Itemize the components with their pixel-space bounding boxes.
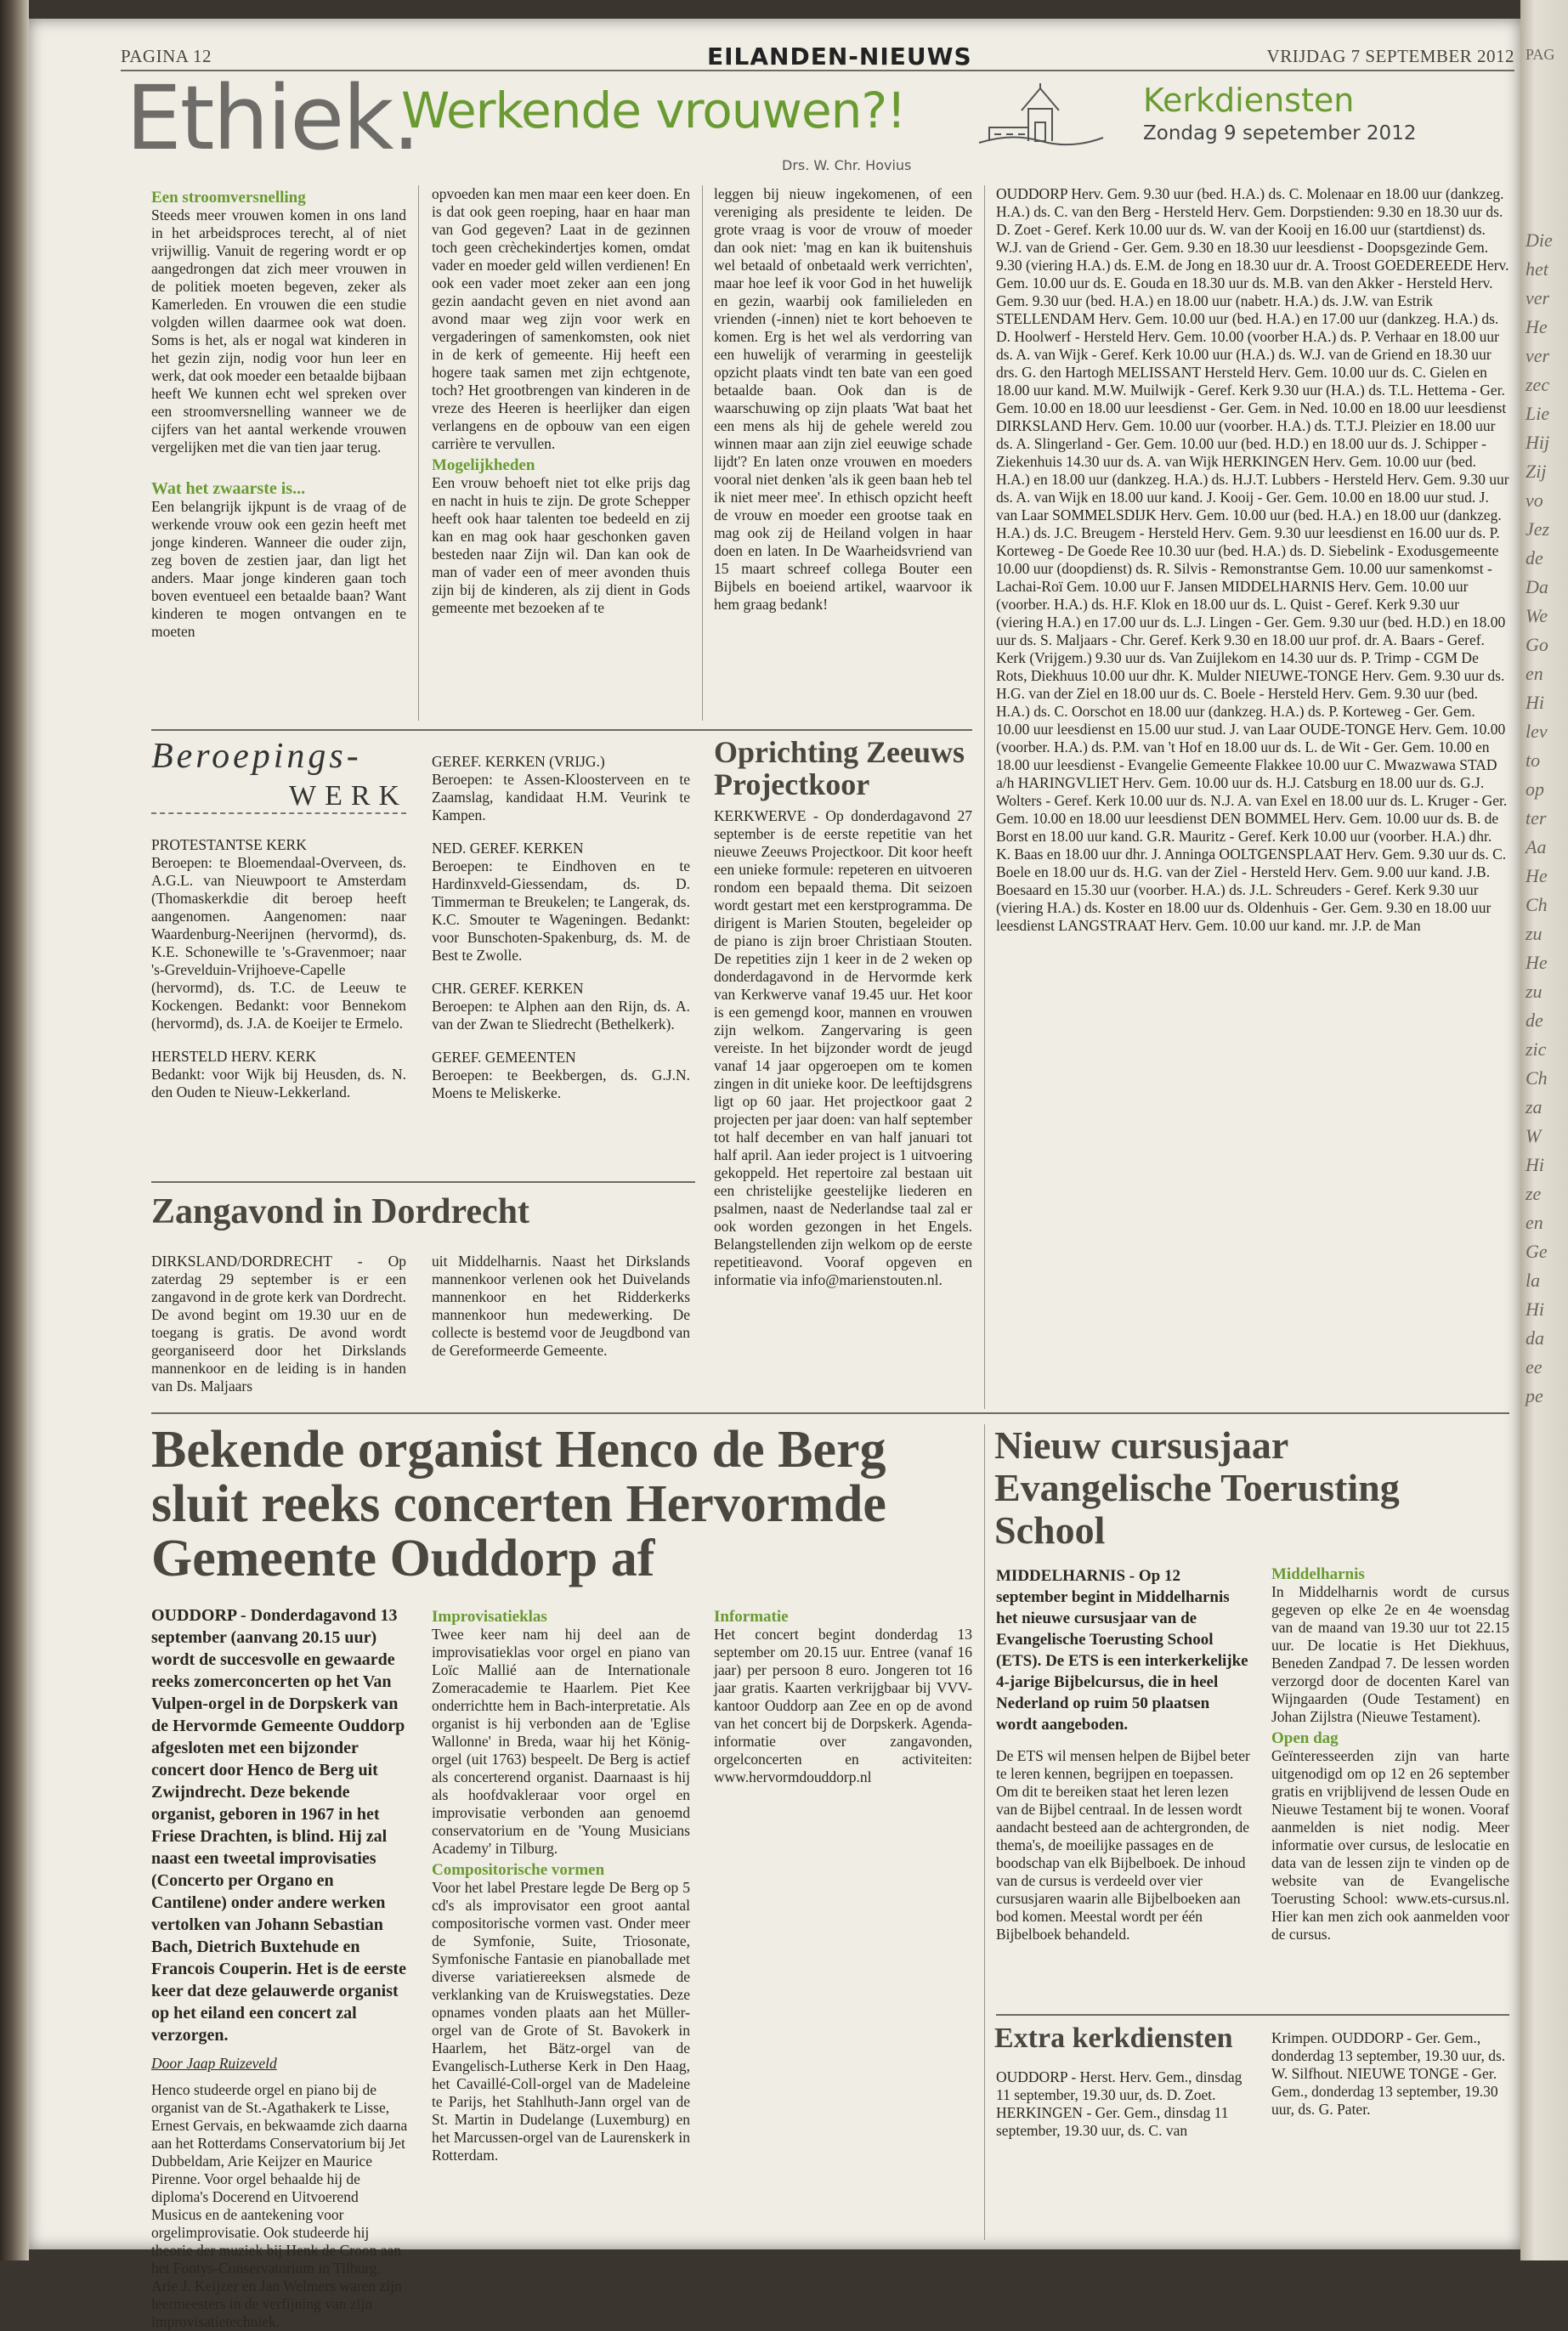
organist-col-3	[714, 1604, 972, 2242]
werkende-subhead-2: Wat het zwaarste is...	[151, 479, 306, 498]
next-page-fragment: zu	[1526, 923, 1543, 944]
extra-title: Extra kerkdiensten	[994, 2023, 1233, 2054]
zeeuws-text: KERKWERVE - Op donderdagavond 27 september is de eerste repetitie van het nieuwe Zeeuws Projectkoor. Dit koor heeft een unieke formule: repeteren en uitvoeren rondom een bepaald thema. Dit seizoen wordt gestart met een kerstprogramma. De dirigent is Marien Stouten, begeleider op de piano is zijn broer Christiaan Stouten. De repetities zijn 1 keer in de 2 weken op donderdagavond in de Hervormde kerk van Kerkwerve vanaf 19.45 uur. Het koor is een gemengd koor, mannen en vrouwen zijn welkom. Zangervaring is geen vereiste. In het bijzonder wordt de jeugd vanaf 14 jaar opgeroepen om te komen zingen in dit unieke koor. De leeftijdsgrens ligt op 60 jaar. Het projectkoor gaat 2 projecten per jaar doen: van half september tot half december en van half januari tot half april. Aan ieder project is 1 uitvoering gekoppeld. Het repertoire zal bestaan uit een christelijke geestelijke liederen en psalmen, naast de Nederlandse taal zal er ook worden gezongen in het Engels. Belangstellenden zijn welkom op de eerste repetitieavond. Vooraf opgeven en informatie via info@marienstouten.nl.	[714, 807, 972, 1288]
column-divider	[984, 185, 985, 1409]
beroepings-kerk-6: GEREF. GEMEENTEN	[432, 1049, 576, 1066]
next-page-fragment: Die	[1526, 229, 1553, 251]
section-rule	[151, 729, 972, 731]
werkende-paragraph-5: leggen bij nieuw ingekomenen, of een vereniging als presidente te leiden. De grote vraag is voor de vrouw of moeder dan ook niet: 'mag en kan ik buitenshuis wel betaald of onbetaald werk verrichten', maar hoe leef ik voor God in het huwelijk en gezin, waarbij ook familieleden en vrienden (-innen) niet te kort behoeven te komen. Erg is het wel als verdorring van een huwelijk of verarming in geestelijk opzicht plaats vindt ten bate van een goed betaalde baan. Ook dan is de waarschuwing op zijn plaats 'Wat baat het een mens als hij de gehele wereld zou winnen maar aan zijn ziel eeuwige schade lijdt'? En laten onze vrouwen en moeders vooral niet denken 'als ik geen baan heb tel ik niet meer mee'. In ethisch opzicht heeft de vrouw en moeder een grootse taak en mag ook zij de Heiland volgen in haar doen en laten. In De Waarheidsvriend van 15 maart schreef collega Bouter een Bijbels en boeiend artikel, waarvoor ik hem graag bedank!	[714, 185, 972, 613]
next-page-fragment: Aa	[1526, 836, 1547, 857]
ets-col-2	[1271, 1565, 1509, 2007]
next-page-fragment: de	[1526, 547, 1543, 569]
extra-col-2	[1271, 2029, 1509, 2191]
organist-byline: Door Jaap Ruizeveld	[151, 2055, 277, 2072]
organist-subhead-2: Compositorische vormen	[432, 1861, 605, 1879]
organist-headline: Bekende organist Henco de Berg sluit reeks concerten Hervormde Gemeente Ouddorp af	[151, 1421, 886, 1587]
zangavond-col-2	[432, 1253, 690, 1406]
next-page-fragment: ver	[1526, 345, 1550, 366]
next-page-fragment: Zij	[1526, 461, 1547, 482]
zangavond-text-2: uit Middelharnis. Naast het Dirkslands mannenkoor verlenen ook het Duivelands mannenkoor en het Ridderkerks mannenkoor hun medewerking. De collecte is bestemd voor de Jeugdbond van de Gereformeerde Gemeente.	[432, 1253, 690, 1359]
beroepings-text-4: Beroepen: te Eindhoven en te Hardinxveld-Giessendam, ds. D. Timmerman te Breukelen; te Langerak, ds. K.C. Smouter te Wageningen. Bedankt: voor Bunschoten-Spakenburg, ds. M. de Best te Zwolle.	[432, 857, 690, 964]
next-page-fragment: en	[1526, 663, 1543, 684]
newspaper-name: EILANDEN-NIEUWS	[707, 42, 972, 71]
beroepings-text-1: Beroepen: te Bloemendaal-Overveen, ds. A.G.L. van Nieuwpoort te Amsterdam (Thomaskerkdie dit beroep heeft aangenomen. Aangenomen: naar Waardenburg-Neerijnen (hervormd), ds. K.E. Schonewille te 's-Gravenmoer; naar 's-Grevelduin-Vrijhoeve-Capelle (hervormd), ds. T.C. de Leeuw te Kockengen. Bedankt: voor Bennekom (hervormd), ds. J.A. de Koeijer te Ermelo.	[151, 854, 406, 1032]
beroepings-dash	[151, 812, 406, 814]
next-page-fragment: Go	[1526, 634, 1548, 655]
ets-intro: MIDDELHARNIS - Op 12 september begint in Middelharnis het nieuwe cursusjaar van de Evangelische Toerusting School (ETS). De ETS is een interkerkelijke 4-jarige Bijbelcursus, die in heel Nederland op ruim 50 plaatsen wordt aangeboden.	[996, 1567, 1248, 1734]
column-divider	[702, 185, 703, 721]
next-page-fragment: Ge	[1526, 1241, 1548, 1262]
ets-subhead-2: Open dag	[1271, 1729, 1339, 1747]
organist-text-2: Twee keer nam hij deel aan de improvisatieklas voor orgel en piano van Loïc Mallié aan de Internationale Zomeracademie te Haarlem. Piet Kee onderrichtte hem in Bach-interpretatie. Als organist is hij verbonden aan de 'Eglise Wallonne' in Breda, waar hij het König-orgel (uit 1763) bespeelt. De Berg is actief als concerterend organist. Daarnaast is hij als hoofdvakleraar voor orgel en improvisatie verbonden aan genoemd conservatorium en de 'Young Musicians Academy' in Tilburg.	[432, 1626, 690, 1857]
next-page-fragment: Hi	[1526, 1298, 1544, 1320]
next-page-fragment: Hij	[1526, 432, 1550, 453]
organist-text-1: Henco studeerde orgel en piano bij de organist van de St.-Agathakerk te Lisse, Ernest Gervais, en bekwaamde zich daarna aan het Rotterdams Conservatorium bij Jet Dubbeldam, Arie Keijzer en Maurice Pirenne. Voor orgel behaalde hij de diploma's Docerend en Uitvoerend Musicus en de aantekening voor orgelimprovisatie. Ook studeerde hij theorie der muziek bij Henk de Croon aan het Fontys-Conservatorium in Tilburg. Arie J. Keijzer en Jan Welmers waren zijn leermeesters in de verfijning van zijn improvisatietechniek.	[151, 2081, 408, 2330]
beroepings-title: Beroepings-	[151, 737, 362, 776]
beroepings-kerk-2: HERSTELD HERV. KERK	[151, 1048, 317, 1065]
next-page-fragment: de	[1526, 1010, 1543, 1031]
next-page-fragment: en	[1526, 1212, 1543, 1233]
kerkdiensten-date: Zondag 9 sepetember 2012	[1143, 122, 1417, 144]
church-icon	[977, 82, 1105, 150]
next-page-fragment: da	[1526, 1327, 1544, 1349]
next-page-fragment: Jez	[1526, 518, 1550, 540]
organist-intro: OUDDORP - Donderdagavond 13 september (aanvang 20.15 uur) wordt de succesvolle en gewaarde reeks zomerconcerten op het Van Vulpen-orgel in de Dorpskerk van de Hervormde Gemeente Ouddorp afgesloten met een bijzonder concert door Henco de Berg uit Zwijndrecht. Deze bekende organist, geboren in 1967 in het Friese Drachten, is blind. Hij zal naast een tweetal improvisaties (Concerto per Organo en Cantilene) onder andere werken vertolken van Johann Sebastian Bach, Dietrich Buxtehude en Francois Couperin. Het is de eerste keer dat deze gelauwerde organist op het eiland een concert zal verzorgen.	[151, 1606, 406, 2045]
next-page-fragment: Ch	[1526, 894, 1548, 915]
next-page-fragment: Ch	[1526, 1067, 1548, 1089]
book-spine	[0, 0, 29, 2260]
section-title: Ethiek.	[126, 66, 419, 170]
kerkdiensten-body	[996, 185, 1509, 1409]
ets-text-1: De ETS wil mensen helpen de Bijbel beter te leren kennen, begrijpen en toepassen. Om dit te bereiken staat het leren lezen van de Bijbel centraal. In de lessen wordt aandacht besteed aan de achtergronden, de thema's, de moeilijke passages en de boodschap van elk Bijbelboek. De inhoud van de cursus is verdeeld over vier cursusjaren waarin alle Bijbelboeken aan bod komen. Meestal wordt per één Bijbelboek behandeld.	[996, 1747, 1250, 1943]
extra-text-2: Krimpen. OUDDORP - Ger. Gem., donderdag 13 september, 19.30 uur, ds. W. Silfhout. NIEUWE TONGE - Ger. Gem., donderdag 13 september, 19.30 uur, ds. G. Pater.	[1271, 2029, 1506, 2118]
beroepings-text-3: Beroepen: te Assen-Kloosterveen en te Zaamslag, kandidaat H.M. Veurink te Kampen.	[432, 771, 690, 823]
beroepings-kerk-3: GEREF. KERKEN (VRIJG.)	[432, 753, 605, 770]
organist-col-1	[151, 1604, 410, 2330]
werkende-byline: Drs. W. Chr. Hovius	[782, 157, 912, 173]
next-page-label: PAG	[1526, 46, 1555, 63]
next-page-fragment: za	[1526, 1096, 1543, 1117]
next-page-fragment: zec	[1526, 374, 1550, 395]
next-page-fragment: Hi	[1526, 1154, 1544, 1175]
next-page-fragment: op	[1526, 778, 1544, 800]
organist-subhead-3: Informatie	[714, 1608, 789, 1626]
ets-subhead-1: Middelharnis	[1271, 1565, 1365, 1583]
next-page-fragment: to	[1526, 750, 1541, 771]
next-page-fragment: zic	[1526, 1038, 1547, 1060]
next-page-fragment: pe	[1526, 1385, 1543, 1406]
next-page-fragment: vo	[1526, 489, 1543, 511]
organist-col-2	[432, 1604, 690, 2242]
werkende-paragraph-1: Steeds meer vrouwen komen in ons land in het arbeidsproces terecht, al of niet vrijwillig. Vanuit de regering wordt er op aangedrongen dat zich meer vrouwen in de politiek moeten begeven, zeker als Kamerleden. En vrouwen die een studie volgden willen daarmee ook wat doen. Soms is het, als er nogal wat kinderen in het gezin zijn, nodig voor hun leer en werk, dat ook moeder een betaalde bijbaan heeft We kunnen echt wel spreken over een stroomversnelling wanneer we de cijfers van het aantal werkende vrouwen vergelijken met die van tien jaar terug.	[151, 207, 406, 455]
beroepings-title-werk: WERK	[289, 780, 409, 812]
next-page-fragment: He	[1526, 865, 1548, 886]
next-page-fragment: het	[1526, 258, 1548, 280]
section-rule	[151, 1181, 695, 1183]
ets-headline: Nieuw cursusjaar Evangelische Toerusting School	[994, 1423, 1400, 1552]
beroepings-kerk-5: CHR. GEREF. KERKEN	[432, 980, 584, 997]
beroepings-text-5: Beroepen: te Alphen aan den Rijn, ds. A. van der Zwan te Sliedrecht (Bethelkerk).	[432, 998, 690, 1033]
beroepings-col-1	[151, 836, 406, 1168]
zeeuws-body	[714, 807, 972, 1462]
next-page-fragment: ver	[1526, 287, 1550, 308]
zeeuws-title: Oprichting Zeeuws Projectkoor	[714, 735, 965, 801]
column-divider	[418, 185, 419, 721]
zangavond-title: Zangavond in Dordrecht	[151, 1192, 529, 1231]
kerkdiensten-text: OUDDORP Herv. Gem. 9.30 uur (bed. H.A.) ds. C. Molenaar en 18.00 uur (dankzeg. H.A.) ds. C. van den Berg - Hersteld Herv. Gem. Dorpstienden: 9.30 en 18.30 uur ds. D. Zoet - Geref. Kerk 10.00 uur ds. W. van der Kooij en 16.00 uur (startdienst) ds. W.J. van de Griend - Ger. Gem. 9.30 en 18.30 uur leesdienst - Doopsgezinde Gem. 9.30 (viering H.A.) ds. E.M. de Jong en 18.30 uur dr. A. Troost GOEDEREEDE Herv. Gem. 10.00 uur ds. E. Gouda en 18.30 uur ds. M.B. van den Akker - Hersteld Herv. Gem. 9.30 uur (bed. H.A.) en 18.00 uur (nabetr. H.A.) ds. J.W. van Estrik STELLENDAM Herv. Gem. 10.00 uur (bed. H.A.) en 17.00 uur (dankzeg. H.A.) ds. D. Hoolwerf - Hersteld Herv. Gem. 10.00 (voorber H.A.) ds. P. Verhaar en 18.00 uur ds. A. van Wijk - Geref. Kerk 10.00 uur (H.A.) ds. W.J. van de Griend en 18.30 uur drs. G. den Hartogh MELISSANT Hersteld Herv. Gem. 10.00 uur ds. C. Gielen en 18.00 uur kand. M.W. Muilwijk - Geref. Kerk 9.30 uur (H.A.) ds. T.L. Hettema - Ger. Gem. 10.00 en 18.00 uur leesdienst - Ger. Gem. in Ned. 10.00 en 18.00 uur leesdienst DIRKSLAND Herv. Gem. 10.00 uur (voorber. H.A.) ds. T.T.J. Pleizier en 18.00 uur ds. A. Slingerland - Ger. Gem. 10.00 uur (bed. H.D.) en 18.00 uur ds. J. Schipper - Ziekenhuis 14.30 uur ds. A. van Wijk HERKINGEN Herv. Gem. 10.00 uur (bed. H.A.) en 18.00 uur (dankzeg. H.A.) ds. H.J.T. Lubbers - Hersteld Herv. Gem. 9.30 uur ds. A. van Wijk en 18.00 uur kand. J. Kooij - Ger. Gem. 10.00 en 18.00 uur stud. J. van Laar SOMMELSDIJK Herv. Gem. 10.00 uur (bed. H.A.) en 18.00 uur (dankzeg. H.A.) ds. J.C. Breugem - Hersteld Herv. Gem. 9.30 uur leesdienst en 16.00 uur ds. P. Korteweg - De Goede Ree 10.30 uur (bed. H.A.) ds. D. Siebelink - Exodusgemeente 10.00 uur (doopdienst) ds. R. Silvis - Remonstrantse Gem. 10.00 uur samenkomst - Lachai-Roï Gem. 10.00 uur F. Jansen MIDDELHARNIS Herv. Gem. 10.00 uur (voorber. H.A.) ds. H.F. Klok en 18.00 uur ds. L. Quist - Geref. Kerk 9.30 uur (viering H.A.) en 17.00 uur ds. L.J. Lingen - Ger. Gem. 9.30 uur (bed. H.D.) en 18.00 uur ds. S. Maljaars - Chr. Geref. Kerk 9.30 en 18.00 uur prof. dr. A. Baars - Geref. Kerk (Vrijgem.) 9.30 uur ds. Van Zuijlekom en 14.30 uur ds. P. Trimp - CGM De Rots, Diekhuus 10.00 uur dhr. K. Mulder NIEUWE-TONGE Herv. Gem. 9.30 uur ds. H.G. van der Ziel en 18.00 uur ds. C. Boele - Hersteld Herv. Gem. 9.30 uur (bed. H.A.) ds. C. Oorschot en 18.00 uur (dankzeg. H.A.) ds. P. Korteweg - Ger. Gem. 10.00 uur leesdienst en 15.00 uur stud. J. van Laar OUDE-TONGE Herv. Gem. 10.00 (voorber. H.A.) ds. P.M. van 't Hof en 18.00 uur ds. L. de Wit - Ger. Gem. 10.00 en 18.00 uur leesdienst - Evangelie Gemeente Flakkee 10.00 uur C. Mwazwawa STAD a/h HARINGVLIET Herv. Gem. 10.00 uur ds. H.J. Catsburg en 18.00 uur ds. G.J. Wolters - Geref. Kerk 10.00 uur ds. N.J. A. van Exel en 18.00 uur ds. L. Kruger - Ger. Gem. 10.00 en 18.00 uur leesdienst DEN BOMMEL Herv. Gem. 10.00 uur ds. B. de Borst en 18.00 uur kand. G.R. Mauritz - Geref. Kerk 10.00 uur (voorber. H.A.) dhr. K. Baas en 18.00 uur dhr. J. Anninga OOLTGENSPLAAT Herv. Gem. 9.30 uur ds. C. Boele en 18.00 uur ds. H.G. van der Ziel - Hersteld Herv. Gem. 9.00 uur kand. J.B. Boesaard en 15.30 uur (voorber. H.A.) ds. J.L. Schreuders - Geref. Kerk 9.30 uur (viering H.A.) ds. Koster en 18.00 uur ds. Oldenhuis - Ger. Gem. 9.30 en 18.00 uur leesdienst LANGSTRAAT Herv. Gem. 10.00 uur kand. mr. J.P. de Man	[996, 185, 1509, 934]
next-page-fragment: He	[1526, 952, 1548, 973]
next-page-fragment: He	[1526, 316, 1548, 337]
werkende-col-2	[432, 185, 690, 729]
next-page-fragment: We	[1526, 605, 1548, 626]
section-rule	[996, 2014, 1509, 2016]
organist-subhead-1: Improvisatieklas	[432, 1608, 547, 1626]
next-page-fragment: W	[1526, 1125, 1542, 1146]
organist-text-4: Het concert begint donderdag 13 september om 20.15 uur. Entree (vanaf 16 jaar) per persoon 8 euro. Jongeren tot 16 jaar gratis. Kaarten verkrijgbaar bij VVV-kantoor Ouddorp aan Zee en op de avond van het concert bij de Dorpskerk. Agenda-informatie over zangavonden, orgelconcerten en activiteiten: www.hervormdouddorp.nl	[714, 1626, 972, 1785]
next-page-edge	[1520, 0, 1568, 2260]
werkende-col-3	[714, 185, 972, 729]
zangavond-text-1: DIRKSLAND/DORDRECHT - Op zaterdag 29 september is er een zangavond in de grote kerk van Dordrecht. De avond begint om 19.30 uur en de toegang is gratis. De avond wordt georganiseerd door het Dirkslands mannenkoor en de leiding is in handen van Ds. Maljaars	[151, 1253, 406, 1395]
werkende-subhead-3: Mogelijkheden	[432, 456, 535, 474]
werkende-paragraph-4: Een vrouw behoeft niet tot elke prijs dag en nacht in huis te zijn. De grote Schepper heeft ook haar talenten toe bedeeld en zij kan en mag ook haar geschonken gaven besteden naar Zijn wil. Dan kan ook de man of vader een of meer avonden thuis zijn bij de kinderen, als zij dient in Gods gemeente met bezoeken af te	[432, 474, 690, 616]
ets-col-1	[996, 1565, 1251, 2007]
werkende-paragraph-2: Een belangrijk ijkpunt is de vraag of de werkende vrouw ook een gezin heeft met jonge kinderen. Wanneer die ouder zijn, zeg boven de zestien jaar, dan ligt het anders. Maar jonge kinderen gaan toch boven eventueel een betaalde baan? Want kinderen te mogen ontvangen en te moeten	[151, 498, 406, 640]
zangavond-col-1	[151, 1253, 406, 1406]
next-page-fragment: zu	[1526, 981, 1543, 1002]
extra-col-1	[996, 2068, 1251, 2204]
extra-text-1: OUDDORP - Herst. Herv. Gem., dinsdag 11 september, 19.30 uur, ds. D. Zoet. HERKINGEN - Ger. Gem., dinsdag 11 september, 19.30 uur, ds. C. van	[996, 2068, 1243, 2139]
beroepings-kerk-1: PROTESTANTSE KERK	[151, 836, 307, 853]
section-rule	[151, 1412, 1509, 1414]
next-page-fragment: la	[1526, 1270, 1541, 1291]
beroepings-text-6: Beroepen: te Beekbergen, ds. G.J.N. Moens te Meliskerke.	[432, 1066, 690, 1101]
next-page-fragment: ter	[1526, 807, 1547, 829]
beroepings-kerk-4: NED. GEREF. KERKEN	[432, 840, 584, 857]
column-divider	[984, 1424, 985, 2240]
issue-date: VRIJDAG 7 SEPTEMBER 2012	[1266, 46, 1514, 66]
beroepings-text-2: Bedankt: voor Wijk bij Heusden, ds. N. den Ouden te Nieuw-Lekkerland.	[151, 1066, 406, 1100]
next-page-fragment: ze	[1526, 1183, 1542, 1204]
kerkdiensten-title: Kerkdiensten	[1143, 82, 1355, 119]
next-page-fragment: Da	[1526, 576, 1548, 597]
next-page-fragment: Hi	[1526, 692, 1544, 713]
next-page-fragment: ee	[1526, 1356, 1543, 1378]
werkende-paragraph-3: opvoeden kan men maar een keer doen. En is dat ook geen roeping, haar en haar man van God gegeven? Laat in de gezinnen toch geen crèchekindertjes komen, omdat vader en moeder geld willen verdienen! En ook een vader moet zeker aan een jong gezin aandacht geven en niet avond aan avond maar weg zijn voor werk en vergaderingen of samenkomsten, ook niet in de kerk of gemeente. Hij heeft een hogere taak samen met zijn echtgenote, toch? Het grootbrengen van kinderen in de vreze des Heeren is heerlijker dan eigen verlangens en de opbouw van een eigen carrière te vervullen.	[432, 185, 690, 452]
next-page-fragment: Lie	[1526, 403, 1550, 424]
organist-text-3: Voor het label Prestare legde De Berg op 5 cd's als improvisator een groot aantal compositorische vormen vast. Onder meer de Symfonie, Suite, Triosonate, Symfonische Fantasie en pianoballade met diverse variatiereeksen alsmede de verklanking van de Kruiswegstaties. Deze opnames vonden plaats aan het Müller-orgel van de Grote of St. Bavokerk in Haarlem, het Bätz-orgel van de Evangelisch-Lutherse Kerk in Den Haag, het Cavaillé-Coll-orgel van de Madeleine te Parijs, het Stahlhuth-Jann orgel van de St. Martin in Dudelange (Luxemburg) en het Marcussen-orgel van de Laurenskerk in Rotterdam.	[432, 1879, 690, 2164]
werkende-subhead-1: Een stroomversnelling	[151, 189, 306, 207]
ets-text-3: Geïnteresseerden zijn van harte uitgenodigd om op 12 en 26 september gratis en vrijblijvend de lessen Oude en Nieuwe Testament bij te wonen. Vooraf aanmelden is niet nodig. Meer informatie over cursus, de leslocatie en data van de lessen zijn te vinden op de website van de Evangelische Toerusting School: www.ets-cursus.nl. Hier kan men zich ook aanmelden voor de cursus.	[1271, 1747, 1509, 1943]
beroepings-col-2	[432, 753, 690, 1152]
werkende-col-1	[151, 185, 406, 729]
page-number: PAGINA 12	[121, 46, 212, 66]
ets-text-2: In Middelharnis wordt de cursus gegeven op elke 2e en 4e woensdag van de maand van 19.30 uur tot 22.15 uur. De locatie is Het Diekhuus, Beneden Zandpad 7. De lessen worden verzorgd door de docenten Karel van Wijngaarden (Oude Testament) en Johan Zijlstra (Nieuwe Testament).	[1271, 1583, 1509, 1725]
werkende-title: Werkende vrouwen?!	[401, 82, 906, 139]
next-page-fragment: lev	[1526, 721, 1548, 742]
